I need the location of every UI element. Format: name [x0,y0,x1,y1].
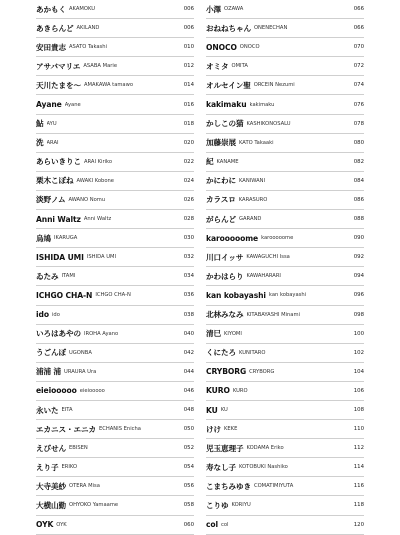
page-number: 094 [353,273,364,280]
page-number: 042 [183,349,194,356]
index-entry [36,325,194,344]
artist-romaji: COMATIMIYUTA [253,483,294,490]
artist-name: ONOCO [206,42,237,52]
artist-name: がらんど [206,214,236,224]
artist-romaji: KAWAGUCHI Issa [246,254,290,261]
page-number: 098 [353,311,364,318]
artist-name: うごんぼ [36,348,66,358]
artist-name: あらいきりこ [36,157,81,167]
page-number: 028 [183,216,194,223]
page-number: 074 [353,82,364,89]
artist-name: かわはらり [206,271,244,281]
artist-name: eieiooooo [36,386,77,396]
index-entry [36,267,194,286]
page-number: 108 [353,407,364,414]
page-number: 054 [183,464,194,471]
artist-romaji: IROHA Ayano [83,330,119,337]
page-number: 096 [353,292,364,299]
artist-name: 栗木こぼね [36,176,74,186]
artist-name: アサバマリエ [36,61,81,71]
index-entry [206,248,364,267]
artist-name: ICHGO CHA-N [36,290,93,300]
artist-romaji: ISHIDA UMI [86,254,117,261]
artist-name: 紀 [206,157,214,167]
index-entry [36,344,194,363]
artist-name: カラスロ [206,195,236,205]
index-entry [36,76,194,95]
index-entry [36,477,194,496]
artist-romaji: ASABA Marie [83,63,118,70]
index-entry [206,76,364,95]
artist-name: こまちみゆき [206,481,251,491]
index-entry [206,516,364,535]
page-number: 066 [353,25,364,32]
page-number: 076 [353,101,364,108]
artist-romaji: KORIYU [231,502,251,509]
index-entry [36,439,194,458]
index-entry [206,344,364,363]
artist-name: col [206,520,219,530]
artist-name: Ayane [36,100,62,110]
artist-romaji: Ayane [64,101,81,108]
index-entry [36,19,194,38]
index-entry [206,153,364,172]
artist-name: OYK [36,520,54,530]
index-entry [206,210,364,229]
artist-romaji: ARAI Kiriko [83,158,113,165]
page-number: 114 [353,464,364,471]
artist-romaji: KU [220,407,228,414]
index-entry [206,172,364,191]
artist-romaji: KARASURO [238,196,268,203]
artist-name: CRYBORG [206,367,247,377]
artist-romaji: AKILAND [76,25,100,32]
artist-romaji: OTERA Misa [68,483,100,490]
artist-romaji: ido [51,311,60,318]
page-number: 024 [183,177,194,184]
index-entry [206,229,364,248]
artist-romaji: ECHANIS Enicha [98,426,141,433]
artist-name: Anni Waltz [36,214,81,224]
artist-romaji: OYK [56,521,67,528]
page-number: 052 [183,445,194,452]
artist-romaji: Anni Waltz [83,216,112,223]
page-number: 036 [183,292,194,299]
page-number: 072 [353,63,364,70]
index-entry [36,516,194,535]
page-number: 030 [183,235,194,242]
artist-name: 清巳 [206,329,221,339]
artist-name: 大寺美紗 [36,481,66,491]
index-entry [36,496,194,515]
artist-romaji: KIYOMI [224,330,242,337]
artist-romaji: ORCEIN Nezumi [253,82,295,89]
page-number: 120 [353,521,364,528]
artist-name: かしこの猫 [206,119,244,129]
index-entry [206,286,364,305]
page-number: 066 [353,6,364,13]
page-number: 044 [183,368,194,375]
artist-romaji: KAWAHARARI [246,273,281,280]
page-number: 082 [353,158,364,165]
artist-romaji: KANIWANI [238,177,266,184]
artist-name: こりゆ [206,500,229,510]
index-entry [36,401,194,420]
index-entry [206,382,364,401]
right-index-column [206,0,364,535]
artist-romaji: ONENECHAN [253,25,288,32]
artist-romaji: OMITA [231,63,248,70]
index-entry [206,57,364,76]
index-entry [36,286,194,305]
artist-romaji: KASHIKONOSALU [246,120,291,127]
page-number: 112 [353,445,364,452]
artist-name: えびせん [36,443,66,453]
artist-name: 児玉恵理子 [206,443,244,453]
artist-name: ゐたみ [36,271,59,281]
artist-romaji: CRYBORG [249,368,275,375]
index-entry [36,115,194,134]
artist-romaji: OZAWA [224,6,244,13]
page-number: 050 [183,426,194,433]
page-number: 010 [183,44,194,51]
index-entry [206,401,364,420]
artist-name: 小澤 [206,4,221,14]
page-number: 056 [183,483,194,490]
artist-romaji: KURO [232,387,248,394]
artist-romaji: ASATO Takashi [68,44,107,51]
page-number: 026 [183,196,194,203]
artist-name: あきらんど [36,23,74,33]
artist-name: kakimaku [206,100,247,110]
artist-name: 洗 [36,138,44,148]
artist-name: くにたろ [206,348,236,358]
artist-romaji: karooooome [261,235,294,242]
index-entry [36,134,194,153]
page-number: 018 [183,120,194,127]
index-entry [206,191,364,210]
artist-name: エカニス・エニカ [36,424,96,434]
artist-name: 浦浦 浦 [36,367,62,377]
artist-romaji: col [221,521,229,528]
page-number: 080 [353,139,364,146]
index-entry [206,325,364,344]
artist-name: KU [206,405,218,415]
artist-name: オミタ [206,61,229,71]
page-number: 092 [353,254,364,261]
artist-romaji: URAURA Ura [64,368,97,375]
artist-name: KURO [206,386,230,396]
page-number: 034 [183,273,194,280]
index-entry [206,496,364,515]
artist-name: オルセイン聖 [206,80,251,90]
artist-romaji: EITA [61,407,73,414]
artist-romaji: AKAMOKU [68,6,96,13]
page-number: 084 [353,177,364,184]
index-entry [206,267,364,286]
index-entry [36,95,194,114]
artist-romaji: ERIKO [61,464,78,471]
artist-name: 加藤崇展 [206,138,236,148]
artist-name: 烏鳩 [36,233,51,243]
artist-name: 川口イッサ [206,252,244,262]
page-number: 012 [183,63,194,70]
artist-romaji: ARAI [46,139,59,146]
page-number: 006 [183,6,194,13]
artist-romaji: ITAMI [61,273,76,280]
index-entry [36,306,194,325]
artist-name: ido [36,310,49,320]
artist-name: いろはあやの [36,329,81,339]
artist-romaji: EBISEN [68,445,88,452]
index-entry [36,248,194,267]
artist-romaji: ONOCO [239,44,260,51]
page-number: 038 [183,311,194,318]
artist-romaji: KATO Takaaki [238,139,274,146]
artist-name: けけ [206,424,221,434]
artist-name: かにわに [206,176,236,186]
index-entry [36,191,194,210]
page-number: 102 [353,349,364,356]
artist-romaji: GARAND [238,216,262,223]
page-number: 058 [183,502,194,509]
page-number: 106 [353,387,364,394]
index-entry [206,38,364,57]
artist-romaji: AYU [46,120,57,127]
page-number: 088 [353,216,364,223]
page-number: 040 [183,330,194,337]
artist-name: 大横山勤 [36,500,66,510]
artist-romaji: IKARUGA [54,235,78,242]
artist-romaji: eieiooooo [79,387,105,394]
artist-romaji: AMAKAWA tamawo [83,82,134,89]
page-number: 014 [183,82,194,89]
artist-name: 永いた [36,405,59,415]
page-number: 070 [353,44,364,51]
artist-name: あかもく [36,4,66,14]
artist-romaji: OHYOKO Yamaame [68,502,119,509]
artist-name: ISHIDA UMI [36,252,84,262]
page-number: 032 [183,254,194,261]
index-entry [206,0,364,19]
index-entry [36,153,194,172]
index-entry [206,477,364,496]
page-number: 022 [183,158,194,165]
index-entry [36,210,194,229]
index-entry [206,439,364,458]
artist-name: 安田貴志 [36,42,66,52]
index-entry [206,95,364,114]
artist-name: 鮎 [36,119,44,129]
artist-romaji: ICHGO CHA-N [95,292,131,299]
index-entry [36,172,194,191]
artist-name: 淡野ノム [36,195,66,205]
index-entry [206,115,364,134]
artist-name: おねねちゃん [206,23,251,33]
index-entry [206,458,364,477]
index-entry [36,382,194,401]
artist-name: 北林みなみ [206,310,244,320]
artist-name: えり子 [36,462,59,472]
artist-name: kan kobayashi [206,290,266,300]
page-number: 020 [183,139,194,146]
artist-romaji: kakimaku [249,101,275,108]
artist-romaji: AWAKI Kobone [76,177,114,184]
page-number: 118 [353,502,364,509]
page-number: 060 [183,521,194,528]
page-number: 086 [353,196,364,203]
index-entry [36,229,194,248]
index-entry [206,134,364,153]
index-entry [36,38,194,57]
artist-romaji: AWANO Nomu [68,196,106,203]
index-entry [36,420,194,439]
page-number: 016 [183,101,194,108]
artist-romaji: KUNITARO [238,349,266,356]
artist-name: karooooome [206,233,259,243]
index-entry [206,420,364,439]
page-number: 100 [353,330,364,337]
artist-romaji: UGONBA [68,349,92,356]
left-index-column [36,0,194,535]
artist-name: 寿なし子 [206,462,236,472]
page-number: 104 [353,368,364,375]
index-entry [36,363,194,382]
page-number: 048 [183,407,194,414]
artist-romaji: KOTOBUKI Nashiko [238,464,288,471]
page-number: 110 [353,426,364,433]
page-number: 046 [183,387,194,394]
page-number: 116 [353,483,364,490]
artist-name: 天川たまを～ [36,80,81,90]
index-entry [206,363,364,382]
artist-romaji: KANAME [216,158,239,165]
page-number: 006 [183,25,194,32]
index-entry [36,0,194,19]
artist-romaji: kan kobayashi [268,292,307,299]
artist-romaji: KITABAYASHI Minami [246,311,300,318]
index-entry [36,458,194,477]
index-entry [206,19,364,38]
index-entry [36,57,194,76]
artist-romaji: KEKE [224,426,238,433]
index-entry [206,306,364,325]
page-number: 078 [353,120,364,127]
artist-romaji: KODAMA Eriko [246,445,284,452]
page-number: 090 [353,235,364,242]
